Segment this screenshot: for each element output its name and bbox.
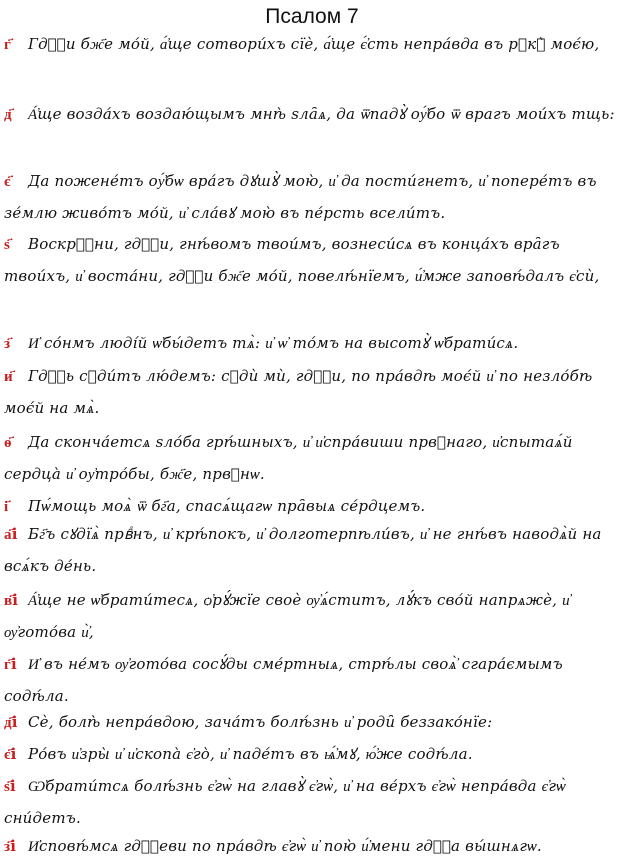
verse-text: А҆́ще не ѡ҆брати́тесѧ, ѻ҆рꙋ́жїе своѐ ѹ҆ѧ́ститъ, лꙋ́къ сво́й напрѧжѐ, и҆ ѹ҆гото́ва и҆̀, xyxy=(4,591,570,641)
verse-text: Пѡ́мощь моѧ̀ ѿ бг҃а, спасѧ́щагѡ пра̑выѧ се́рдцемъ. xyxy=(28,497,426,515)
verse-text: Да сконча́етсѧ ѕло́ба грѣ́шныхъ, и҆ и҆спра́виши првⷣнаго, и҆спытаѧ́й сердца̀ и҆ оу҆тро́бы, бж҃е, првⷣнѡ. xyxy=(4,433,573,483)
verse-number: в҃і xyxy=(4,591,19,609)
verse-text: Ро́въ и҆зры̀ и҆ и҆скопа̀ є҆го̀, и҆ паде́тъ въ ѩ҆́мꙋ, ю҆́же содѣ́ла. xyxy=(28,745,473,763)
verse-text: Сѐ, болѣ̀ непра́вдою, зача́тъ болѣ́знь и҆ роди̑ беззако́нїе: xyxy=(28,713,493,731)
verse-number: д҃ xyxy=(4,105,12,123)
verse-text: А҆́ще возда́хъ воздаю́щымъ мнѣ̀ ѕла̑ѧ, да ѿпадꙋ̀ оу҆́бо ѿ врагъ мои́хъ тщь: xyxy=(28,105,615,123)
verse-number: і҃ xyxy=(4,497,9,515)
verse-number: є҃і xyxy=(4,745,17,763)
verse-12 xyxy=(4,706,618,738)
verse-3 xyxy=(4,165,618,229)
verse-text: И҆сповѣ́мсѧ гдⷭ҇еви по пра́вдѣ є҆гѡ̀ и҆ пою̀ и҆́мени гдⷭ҇а вы́шнѧгѡ. xyxy=(28,837,542,855)
verse-7 xyxy=(4,426,618,490)
verse-text: Воскрⷭ҇ни, гдⷭ҇и, гнѣ́вомъ твои́мъ, вознеси́сѧ въ конца́хъ вра̑гъ твои́хъ, и҆ воста́ни, гдⷭ҇и бж҃е мо́й, повелѣ́нїемъ, и҆́мже заповѣ́далъ є҆сѝ, xyxy=(4,235,600,285)
verse-14 xyxy=(4,770,618,834)
verse-15 xyxy=(4,830,618,862)
verse-number: и҃ xyxy=(4,367,13,385)
verse-10 xyxy=(4,584,618,648)
verse-text: Ѡ҆брати́тсѧ болѣ́знь є҆гѡ̀ на главꙋ̀ є҆гѡ̀, и҆ на ве́рхъ є҆гѡ̀ непра́вда є҆гѡ̀ сни́детъ. xyxy=(4,777,566,827)
verse-number: з҃і xyxy=(4,837,17,855)
verse-text: И҆ со́нмъ люді́й ѡ҆бы́детъ тѧ̀: и҆ ѡ҆ то́мъ на высотꙋ̀ ѡ҆брати́сѧ. xyxy=(28,334,519,352)
verse-number: ѳ҃ xyxy=(4,433,12,451)
verse-4 xyxy=(4,228,618,292)
verse-number: г҃ xyxy=(4,35,12,53)
verse-text: Гдⷭ҇и бж҃е мо́й, а҆́ще сотвори́хъ сїѐ, а҆́ще є҆́сть непра́вда въ рꙋкꙋ̀ моє́ю, xyxy=(28,35,600,53)
page-title: Псалом 7 xyxy=(265,5,359,28)
verse-number: з҃ xyxy=(4,334,11,352)
verse-2 xyxy=(4,98,618,130)
verse-number: д҃і xyxy=(4,713,18,731)
verse-number: а҃і xyxy=(4,525,18,543)
verse-13 xyxy=(4,738,618,770)
verse-number: є҃ xyxy=(4,172,11,190)
verse-text: Да пожене́тъ оу҆́бѡ вра́гъ дꙋшꙋ̀ мою̀, и҆ да пости́гнетъ, и҆ попере́тъ въ зе́млю живо́тъ мо́й, и҆ сла́вꙋ мою̀ въ пе́рсть всели́тъ. xyxy=(4,172,597,222)
verse-1 xyxy=(4,28,618,60)
verse-text: Бг҃ъ сꙋдїѧ̀ првⷣнъ, и҆ крѣ́покъ, и҆ долготерпѣли́въ, и҆ не гнѣ́въ наводѧ̀й на всѧ́къ де́нь. xyxy=(4,525,602,575)
verse-number: ѕ҃ xyxy=(4,235,11,253)
verse-number: г҃і xyxy=(4,655,17,673)
verse-text: Гдⷭ҇ь сꙋди́тъ лю́демъ: сꙋдѝ мѝ, гдⷭ҇и, по пра́вдѣ моє́й и҆ по незло́бѣ моє́й на мѧ̀. xyxy=(4,367,593,417)
verse-11 xyxy=(4,648,618,712)
verse-6 xyxy=(4,360,618,424)
verse-5 xyxy=(4,327,618,359)
verse-number: ѕ҃і xyxy=(4,777,16,795)
verse-9 xyxy=(4,518,618,582)
verse-text: И҆ въ не́мъ ѹ҆гото́ва сосꙋ́ды сме́ртныѧ, стрѣ́лы своѧ҆̀ сгара́ємымъ содѣ́ла. xyxy=(4,655,563,705)
